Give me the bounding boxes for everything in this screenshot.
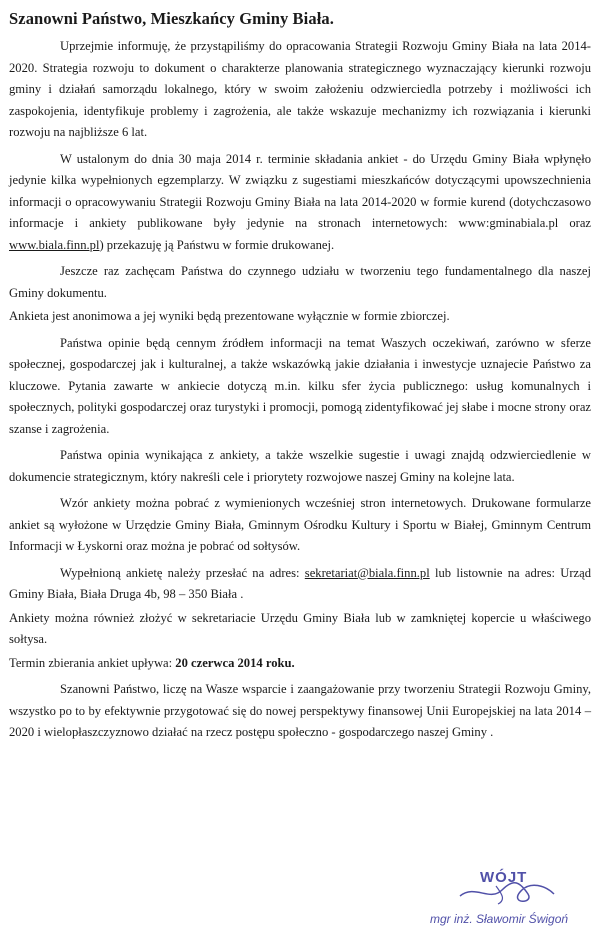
signer-name: mgr inż. Sławomir Świgoń (430, 912, 569, 926)
email-link[interactable]: sekretariat@biala.finn.pl (304, 565, 430, 580)
survey-deadline-text-end: ) przekazuję ją Państwu w formie drukowanej. (99, 237, 335, 252)
submission-address: lub listownie na adres: Urząd Gminy Biała, Biała Druga 4b, 98 – 350 Biała . (9, 565, 591, 601)
letter-title: Szanowni Państwo, Mieszkańcy Gminy Biała. (9, 9, 334, 28)
paragraph-deadline (9, 653, 591, 675)
paragraph-intro: Uprzejmie informuję, że przystąpiliśmy do opracowania Strategii Rozwoju Gminy Biała na lata 2014-2020. Strategia rozwoju to dokument o charakterze planowania strategicznego wyznaczający kierunki rozwoju gminy i działań samorządu lokalnego, który w swoim założeniu odzwierciedla potrzeby i możliwości ich zaspokojenia, identyfikuje problemy i zagrożenia, ale także wskazuje mechanizmy ich rozwiązania i kierunki rozwoju na najbliższe 6 lat. (9, 39, 591, 139)
paragraph-anonymous: Ankieta jest anonimowa a jej wyniki będą prezentowane wyłącznie w formie zbiorczej. (9, 309, 450, 323)
paragraph-closing: Szanowni Państwo, liczę na Wasze wsparcie i zaangażowanie przy tworzeniu Strategii Rozwoju Gminy, wszystko po to by efektywnie przygotować się do nowej perspektywy finansowej Unii Europejskiej na lata 2014 – 2020 i wielopłaszczyznowo działać na rzecz postępu społeczno - gospodarczego naszej Gminy . (9, 682, 591, 739)
paragraph-encouragement: Jeszcze raz zachęcam Państwa do czynnego udziału w tworzeniu tego fundamentalnego dla naszej Gminy dokumentu. (9, 264, 591, 300)
paragraph-survey-deadline (9, 149, 591, 257)
signature-stamp (450, 864, 560, 912)
deadline-date: 20 czerwca 2014 roku. (175, 655, 295, 670)
signature-scribble (460, 883, 554, 902)
submission-text: Wypełnioną ankietę należy przesłać na adres: (60, 565, 305, 580)
paragraph-reflection: Państwa opinia wynikająca z ankiety, a także wszelkie sugestie i uwagi znajdą odzwierciedlenie w dokumencie strategicznym, który nakreśli cele i priorytety rozwojowe naszej Gminy na kolejne lata. (9, 448, 591, 484)
deadline-label: Termin zbierania ankiet upływa: (9, 655, 176, 670)
paragraph-drop-off: Ankiety można również złożyć w sekretariacie Urzędu Gminy Biała lub w zamkniętej kopercie u właściwego sołtysa. (9, 610, 591, 646)
paragraph-opinions: Państwa opinie będą cennym źródłem informacji na temat Waszych oczekiwań, zarówno w sferze społecznej, gospodarczej jak i kulturalnej, a także wskazówką jakie działania i inwestycje uznajecie Państwo za kluczowe. Pytania zawarte w ankiecie dotyczą m.in. kilku sfer życia publicznego: usług komunalnych i społecznych, polityki gospodarczej oraz turystyki i promocji, pomogą zidentyfikować jej słabe i mocne strony oraz szanse i zagrożenia. (9, 335, 591, 436)
paragraph-submission (9, 563, 591, 606)
survey-deadline-text: W ustalonym do dnia 30 maja 2014 r. terminie składania ankiet - do Urzędu Gminy Biała wpłynęło jedynie kilka wypełnionych egzemplarzy. W związku z sugestiami mieszkańców dotyczącymi upowszechnienia informacji o opracowywaniu Strategii Rozwoju Gminy Biała na lata 2014-2020 w formie kurend (dotychczasowo informacje i ankiety publikowane były jedynie na stronach internetowych: www:gminabiala.pl oraz (9, 151, 591, 230)
stamp-title: WÓJT (480, 869, 528, 886)
paragraph-forms: Wzór ankiety można pobrać z wymienionych wcześniej stron internetowych. Drukowane formularze ankiet są wyłożone w Urzędzie Gminy Biała, Gminnym Ośrodku Kultury i Sportu w Białej, Gminnym Centrum Informacji w Łyskorni oraz można je pobrać od sołtysów. (9, 496, 591, 553)
letter-body (9, 36, 591, 744)
website-link[interactable]: www.biala.finn.pl (9, 237, 100, 252)
signature-stroke (496, 886, 502, 904)
